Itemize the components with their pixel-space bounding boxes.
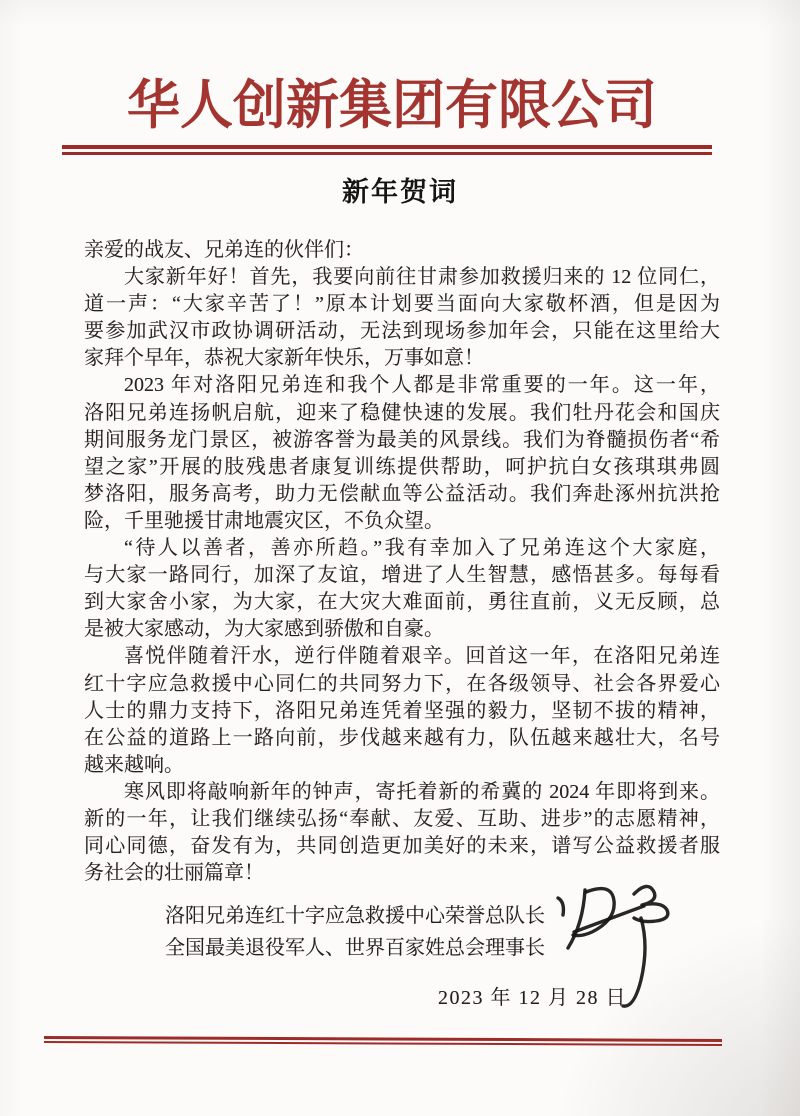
body-line: 洛阳兄弟连扬帆启航，迎来了稳健快速的发展。我们牡丹花会和国庆 — [84, 401, 720, 424]
body-line: 喜悦伴随着汗水，逆行伴随着艰辛。回首这一年，在洛阳兄弟连 — [124, 645, 720, 668]
body-line: 梦洛阳，服务高考，助力无偿献血等公益活动。我们奔赴涿州抗洪抢 — [84, 482, 720, 505]
body-line: 道一声：“大家辛苦了！”原本计划要当面向大家敬杯酒，但是因为 — [84, 293, 720, 316]
body-line: 险，千里驰援甘肃地震灾区，不负众望。 — [84, 509, 444, 532]
letter-body — [84, 237, 720, 887]
body-line: 望之家”开展的肢残患者康复训练提供帮助，呵护抗白女孩琪琪弗圆 — [84, 455, 720, 478]
signer-title-line2: 全国最美退役军人、世界百家姓总会理事长 — [165, 937, 545, 959]
body-line: 2023 年对洛阳兄弟连和我个人都是非常重要的一年。这一年， — [124, 374, 720, 397]
body-line: 家拜个早年，恭祝大家新年快乐，万事如意！ — [84, 347, 484, 370]
company-letterhead: 华人创新集团有限公司 — [127, 77, 657, 135]
document-title: 新年贺词 — [342, 177, 458, 207]
body-line: 人士的鼎力支持下，洛阳兄弟连凭着坚强的毅力，坚韧不拔的精神， — [84, 699, 720, 722]
body-line: 与大家一路同行，加深了友谊，增进了人生智慧，感悟甚多。每每看 — [84, 564, 720, 587]
paragraphs-container — [84, 264, 720, 887]
body-line: 到大家舍小家，为大家，在大灾大难面前，勇往直前，义无反顾，总 — [84, 591, 720, 614]
body-line: 是被大家感动，为大家感到骄傲和自豪。 — [84, 618, 444, 641]
salutation: 亲爱的战友、兄弟连的伙伴们： — [84, 239, 364, 261]
body-line: 新的一年，让我们继续弘扬“奉献、友爱、互助、进步”的志愿精神， — [84, 807, 720, 830]
signature-block — [165, 900, 545, 964]
body-line: 期间服务龙门景区，被游客誉为最美的风景线。我们为脊髓损伤者“希 — [84, 428, 720, 451]
body-line: 红十字应急救援中心同仁的共同努力下，在各级领导、社会各界爱心 — [84, 672, 720, 695]
letterhead-double-rule — [62, 145, 712, 155]
body-line: 在公益的道路上一路向前，步伐越来越有力，队伍越来越壮大，名号 — [84, 726, 720, 749]
body-line: 要参加武汉市政协调研活动，无法到现场参加年会，只能在这里给大 — [84, 320, 720, 343]
handwritten-signature — [538, 878, 698, 1018]
body-line: 大家新年好！首先，我要向前往甘肃参加救援归来的 12 位同仁， — [124, 266, 720, 289]
body-line: 越来越响。 — [84, 753, 184, 776]
letter-date: 2023 年 12 月 28 日 — [438, 987, 627, 1009]
body-line: 务社会的壮丽篇章！ — [84, 862, 264, 885]
signer-title-line1: 洛阳兄弟连红十字应急救援中心荣誉总队长 — [165, 905, 545, 927]
body-line: 寒风即将敲响新年的钟声，寄托着新的希冀的 2024 年即将到来。 — [124, 780, 720, 803]
body-line: “待人以善者，善亦所趋。”我有幸加入了兄弟连这个大家庭， — [124, 537, 720, 560]
body-line: 同心同德，奋发有为，共同创造更加美好的未来，谱写公益救援者服 — [84, 835, 720, 858]
footer-double-rule — [44, 1036, 722, 1046]
